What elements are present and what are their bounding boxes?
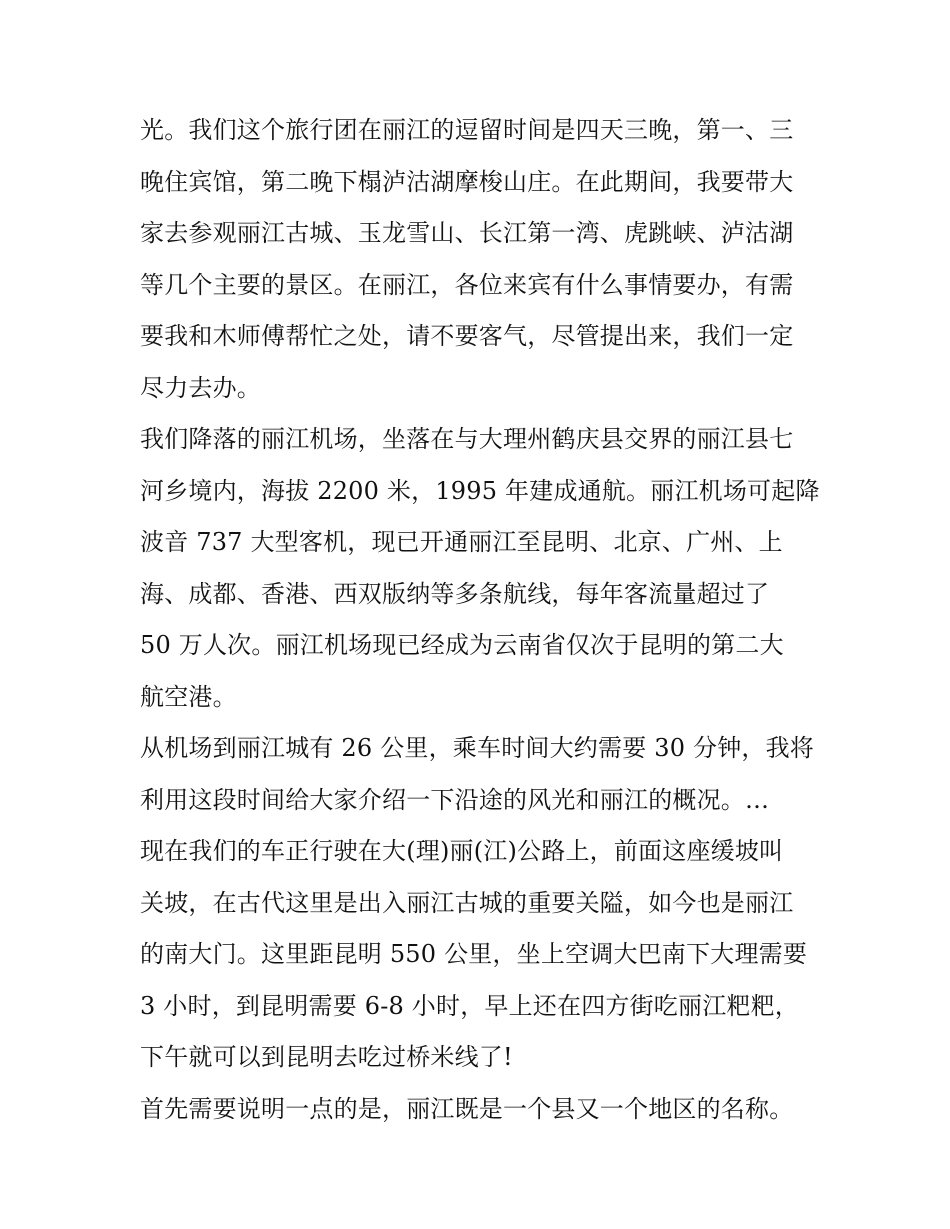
text-line: 波音 737 大型客机，现已开通丽江至昆明、北京、广州、上 bbox=[140, 528, 783, 556]
text-line: 晚住宾馆，第二晚下榻泸沽湖摩梭山庄。在此期间，我要带大 bbox=[140, 167, 794, 196]
text-line: 光。我们这个旅行团在丽江的逗留时间是四天三晚，第一、三 bbox=[140, 116, 794, 144]
text-line: 现在我们的车正行驶在大(理)丽(江)公路上，前面这座缓坡叫 bbox=[140, 837, 784, 865]
text-line: 关坡，在古代这里是出入丽江古城的重要关隘，如今也是丽江 bbox=[140, 888, 794, 917]
document-body bbox=[140, 105, 830, 1135]
text-line: 下午就可以到昆明去吃过桥米线了! bbox=[140, 1043, 513, 1071]
text-line: 我们降落的丽江机场，坐落在与大理州鹤庆县交界的丽江县七 bbox=[140, 425, 794, 453]
text-line: 的南大门。这里距昆明 550 公里，坐上空调大巴南下大理需要 bbox=[140, 940, 808, 968]
text-line: 家去参观丽江古城、玉龙雪山、长江第一湾、虎跳峡、泸沽湖 bbox=[140, 219, 794, 247]
text-line: 尽力去办。 bbox=[140, 373, 261, 402]
text-line: 海、成都、香港、西双版纳等多条航线，每年客流量超过了 bbox=[140, 579, 770, 608]
text-line: 航空港。 bbox=[140, 682, 237, 711]
text-line: 3 小时，到昆明需要 6-8 小时，早上还在四方街吃丽江粑粑， bbox=[140, 991, 800, 1020]
text-line: 利用这段时间给大家介绍一下沿途的风光和丽江的概况。… bbox=[140, 785, 770, 814]
text-line: 要我和木师傅帮忙之处，请不要客气，尽管提出来，我们一定 bbox=[140, 322, 794, 350]
text-line: 从机场到丽江城有 26 公里，乘车时间大约需要 30 分钟，我将 bbox=[140, 734, 814, 762]
text-line: 河乡境内，海拔 2200 米，1995 年建成通航。丽江机场可起降 bbox=[140, 476, 820, 505]
text-line: 等几个主要的景区。在丽江，各位来宾有什么事情要办，有需 bbox=[140, 270, 794, 299]
text-line: 首先需要说明一点的是，丽江既是一个县又一个地区的名称。 bbox=[140, 1094, 794, 1123]
text-line: 50 万人次。丽江机场现已经成为云南省仅次于昆明的第二大 bbox=[140, 631, 784, 659]
